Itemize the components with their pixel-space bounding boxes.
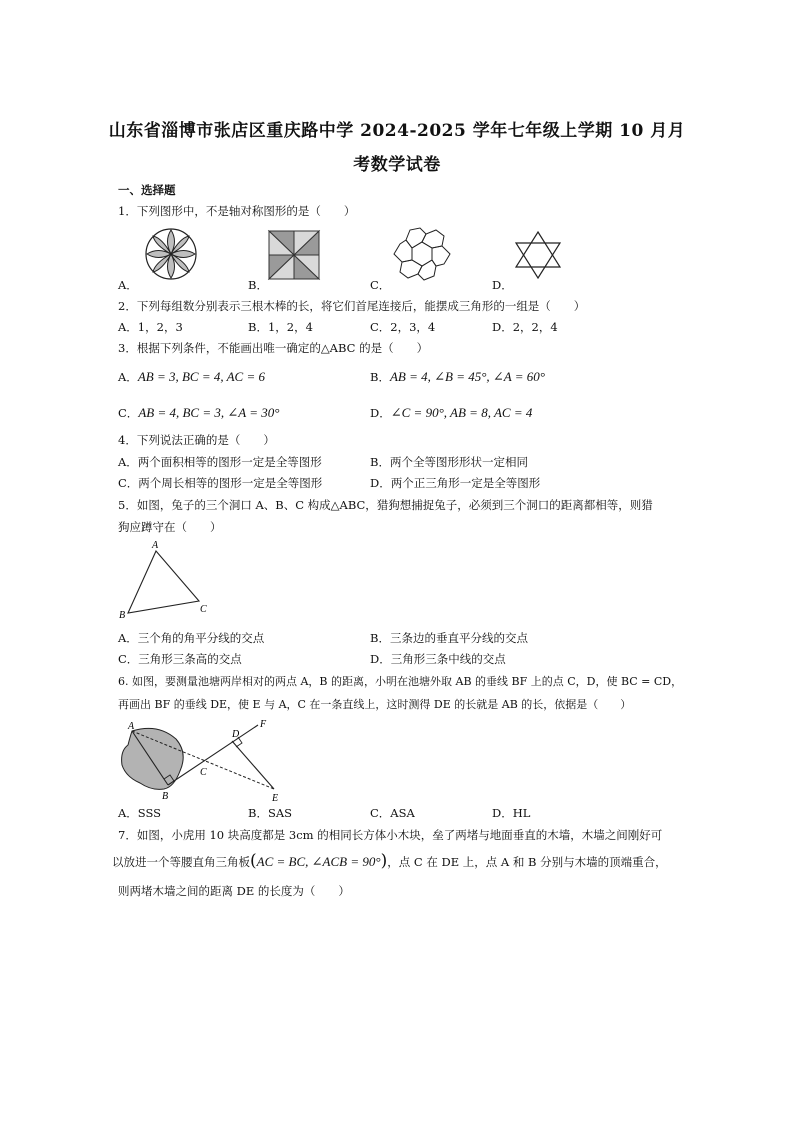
q4-option-b: B．两个全等图形形状一定相同 (370, 455, 528, 469)
q3-option-a-math: AB = 3, BC = 4, AC = 6 (137, 369, 266, 384)
q1-option-c: C． (370, 278, 391, 292)
q7-condition-math: AC = BC, ∠ACB = 90° (256, 854, 381, 869)
q4-option-c: C．两个周长相等的图形一定是全等图形 (118, 476, 323, 490)
q4-option-a: A．两个面积相等的图形一定是全等图形 (118, 455, 322, 469)
q1-option-b: B． (248, 278, 268, 292)
fig5-label-a: A (152, 540, 159, 551)
q1-option-a: A． (118, 278, 138, 292)
q6-option-c: C．ASA (370, 806, 415, 820)
q6-option-a: A．SSS (118, 806, 162, 820)
q3-option-d-label: D． (370, 406, 391, 420)
q3-option-b (370, 369, 545, 385)
q3-option-b-math: AB = 4, ∠B = 45°, ∠A = 60° (389, 369, 545, 384)
q4-option-d: D．两个正三角形一定是全等图形 (370, 476, 541, 490)
question-2-stem: 2．下列每组数分别表示三根木棒的长，将它们首尾连接后，能摆成三角形的一组是（ ） (118, 299, 586, 313)
q2-option-a: A．1，2，3 (118, 320, 183, 334)
q3-option-c-math: AB = 4, BC = 3, ∠A = 30° (138, 405, 280, 420)
question-6-stem-line-1: 6. 如图，要测量池塘两岸相对的两点 A，B 的距离，小明在池塘外取 AB 的垂线 BF 上的点 C，D，使 BC = CD， (118, 675, 683, 688)
figure-flower-in-circle (140, 228, 202, 280)
q2-option-b: B．1，2，4 (248, 320, 313, 334)
q5-option-c: C．三角形三条高的交点 (118, 652, 242, 666)
q3-option-c (118, 405, 279, 421)
q5-option-d: D．三角形三条中线的交点 (370, 652, 506, 666)
title-line-2: 考数学试卷 (353, 155, 441, 175)
question-7-stem-line-2 (112, 851, 667, 871)
question-6-stem-line-2: 再画出 BF 的垂线 DE，使 E 与 A，C 在一条直线上，这时测得 DE 的长就是 AB 的长，依据是（ ） (118, 698, 632, 711)
fig6-label-d: D (232, 729, 240, 740)
q7-stem-part-b: ，点 C 在 DE 上，点 A 和 B 分别与木墙的顶端重合， (387, 855, 667, 869)
q5-option-b: B．三条边的垂直平分线的交点 (370, 631, 528, 645)
question-1-stem: 1．下列图形中，不是轴对称图形的是（ ） (118, 204, 356, 218)
q7-paren-close: ) (380, 851, 388, 871)
q3-option-d (370, 405, 532, 421)
figure-triangle-abc (116, 540, 216, 620)
q6-option-d: D．HL (492, 806, 531, 820)
q2-option-c: C．2，3，4 (370, 320, 436, 334)
question-7-stem-line-3: 则两堵木墙之间的距离 DE 的长度为（ ） (118, 884, 350, 898)
q3-option-a-label: A． (118, 370, 138, 384)
q3-option-d-math: ∠C = 90°, AB = 8, AC = 4 (390, 405, 533, 420)
fig5-label-b: B (119, 610, 126, 621)
fig6-label-e: E (272, 793, 279, 804)
q7-stem-part-a: 以放进一个等腰直角三角板 (112, 855, 250, 869)
question-4-stem: 4．下列说法正确的是（ ） (118, 433, 275, 447)
q7-paren-open: ( (250, 851, 257, 871)
fig6-label-c: C (200, 767, 207, 778)
figure-hexagon-flower (388, 226, 456, 282)
q3-option-a (118, 369, 265, 385)
question-5-stem-line-2: 狗应蹲守在（ ） (118, 520, 222, 534)
q2-option-d: D．2，2，4 (492, 320, 558, 334)
fig6-label-f: F (260, 719, 267, 730)
figure-pinwheel (267, 229, 321, 281)
question-7-stem-line-1: 7．如图，小虎用 10 块高度都是 3cm 的相同长方体小木块，垒了两堵与地面垂直的木墙，木墙之间刚好可 (118, 828, 663, 842)
q6-option-b: B．SAS (248, 806, 293, 820)
fig6-label-a: A (128, 721, 135, 732)
question-3-stem: 3．根据下列条件，不能画出唯一确定的△ABC 的是（ ） (118, 341, 429, 355)
q3-option-b-label: B． (370, 370, 390, 384)
section-heading: 一、选择题 (118, 183, 176, 197)
title-line-1: 山东省淄博市张店区重庆路中学 2024-2025 学年七年级上学期 10 月月 (108, 121, 686, 141)
q5-option-a: A．三个角的角平分线的交点 (118, 631, 265, 645)
question-5-stem-line-1: 5．如图，兔子的三个洞口 A、B、C 构成△ABC，猎狗想捕捉兔子，必须到三个洞口的距离都相等，则猎 (118, 498, 653, 512)
q1-option-d: D． (492, 278, 513, 292)
fig6-label-b: B (162, 791, 169, 802)
figure-pond-measurement (118, 717, 298, 805)
figure-six-point-star (512, 230, 564, 280)
q3-option-c-label: C． (118, 406, 139, 420)
fig5-label-c: C (200, 604, 207, 615)
